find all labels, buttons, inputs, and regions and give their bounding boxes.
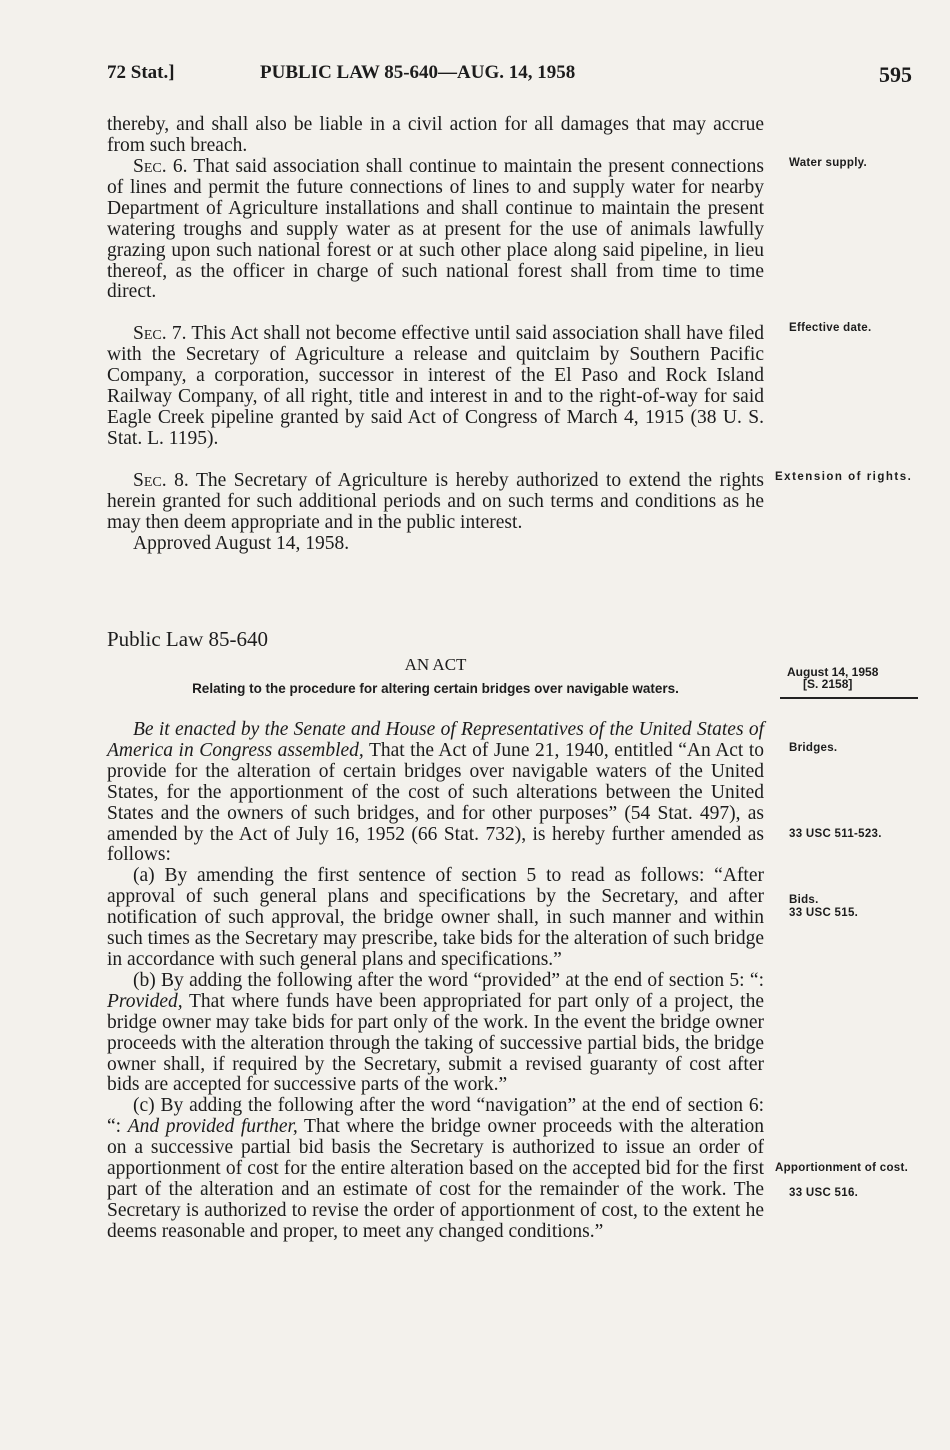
section-label: Sec. 6. bbox=[133, 156, 188, 177]
amendment-b-text: That where funds have been appropriated for part only of a project, the bridge owner may take bids for part only of the work. In the event the bridge owner proceeds with the alteration through the taking of successive partial bids, the bridge owner shall, if required by the Secretary, submit a revised guaranty of cost after bids are accepted for successive parts of the work.” bbox=[107, 990, 764, 1096]
section-7 bbox=[107, 324, 764, 449]
act-description: Relating to the procedure for altering certain bridges over navigable waters. bbox=[192, 681, 679, 696]
section-label: Sec. 7. bbox=[133, 323, 187, 344]
continued-section bbox=[107, 115, 764, 157]
amendment-b-lead: (b) By adding the following after the word “provided” at the end of section 5: “: bbox=[133, 969, 764, 991]
section-8 bbox=[107, 471, 764, 555]
margin-note-bids: Bids. bbox=[789, 894, 819, 906]
enacting-text: That the Act of June 21, 1940, entitled “An Act to provide for the alteration of certain bridges over navigable waters of the United States, for the apportionment of the cost of such alterations between the United States and the owners of such bridges, and for other purposes” (54 Stat. 497), as amended by the Act of July 16, 1952 (66 Stat. 732), is hereby further amended as follows: bbox=[107, 739, 765, 866]
bill-number: [S. 2158] bbox=[803, 677, 853, 691]
amendment-c-italic: And provided further, bbox=[127, 1116, 298, 1138]
page-header bbox=[107, 62, 912, 92]
amendment-c-lead: (c) By adding the following after the word “navigation” at the end of section 6: “: bbox=[107, 1095, 764, 1138]
margin-note-extension: Extension of rights. bbox=[775, 471, 913, 483]
date-line: August 14, 1958 bbox=[787, 665, 879, 679]
continued-paragraph: thereby, and shall also be liable in a civil action for all damages that may accrue from such breach. bbox=[107, 114, 764, 156]
section-6-text: That said association shall continue to maintain the present connections of lines and permit the future connections of lines to and supply water for nearby Department of Agriculture installations and shall continue to maintain the present watering troughs and supply water as at present for the use of animals lawfully grazing upon such national forest or at such other place along said pipeline, in lieu thereof, as the officer in charge of such national forest shall from time to time direct. bbox=[107, 156, 764, 303]
amendment-c-text: That where the bridge owner proceeds with the alteration on a successive partial bid basis the Secretary is authorized to issue an order of apportionment of cost for the entire alteration based on the accepted bid for the first part of the alteration and an estimate of cost for the remainder of the work. The Secretary is authorized to revise the order of apportionment of cost, to the extent he deems reasonable and proper, to meet any changed conditions.” bbox=[107, 1116, 764, 1242]
enactment-date bbox=[783, 666, 913, 690]
divider-rule bbox=[780, 697, 918, 699]
margin-note-apportionment: Apportionment of cost. bbox=[775, 1162, 909, 1174]
enacting-clause bbox=[107, 720, 764, 866]
margin-note-bridges: Bridges. bbox=[789, 742, 838, 754]
amendment-c bbox=[107, 1096, 764, 1242]
section-6 bbox=[107, 157, 764, 303]
amendment-b bbox=[107, 971, 764, 1096]
running-title: PUBLIC LAW 85-640—AUG. 14, 1958 bbox=[260, 62, 576, 83]
margin-note-effective-date: Effective date. bbox=[789, 322, 872, 334]
page-number: 595 bbox=[879, 62, 912, 87]
margin-note-usc-515: 33 USC 515. bbox=[789, 907, 859, 919]
approved-line: Approved August 14, 1958. bbox=[133, 532, 350, 554]
volume-reference: 72 Stat.] bbox=[107, 62, 175, 83]
enacting-italic: Be it enacted by the Senate and House of Representatives of the United States of America in Congress assembled, bbox=[107, 719, 764, 761]
amendment-b-italic: Provided, bbox=[107, 990, 183, 1012]
act-title: AN ACT bbox=[404, 655, 467, 674]
section-8-text: The Secretary of Agriculture is hereby authorized to extend the rights herein granted for such additional periods and on such terms and conditions as he may then deem appropriate and in the public interest. bbox=[107, 470, 764, 533]
act-body bbox=[107, 720, 764, 1243]
section-7-text: This Act shall not become effective until said association shall have filed with the Secretary of Agriculture a release and quitclaim by Southern Pacific Company, a corporation, successor in interest of the El Paso and Rock Island Railway Company, of all right, title and interest in and to the right-of-way for said Eagle Creek pipeline granted by said Act of Congress of March 4, 1915 (38 U. S. Stat. L. 1195). bbox=[107, 323, 764, 449]
amendment-a: (a) By amending the first sentence of section 5 to read as follows: “After approval of such general plans and specifications by the Secretary, and after notification of such approval, the bridge owner shall, in such manner and within such times as the Secretary may prescribe, take bids for the alteration of such bridge in accordance with such general plans and specifications.” bbox=[107, 865, 764, 970]
margin-note-usc-516: 33 USC 516. bbox=[789, 1187, 859, 1199]
margin-note-usc-511: 33 USC 511-523. bbox=[789, 828, 882, 840]
margin-note-water-supply: Water supply. bbox=[789, 157, 868, 169]
section-label: Sec. 8. bbox=[133, 470, 189, 491]
public-law-heading: Public Law 85-640 bbox=[107, 627, 268, 651]
